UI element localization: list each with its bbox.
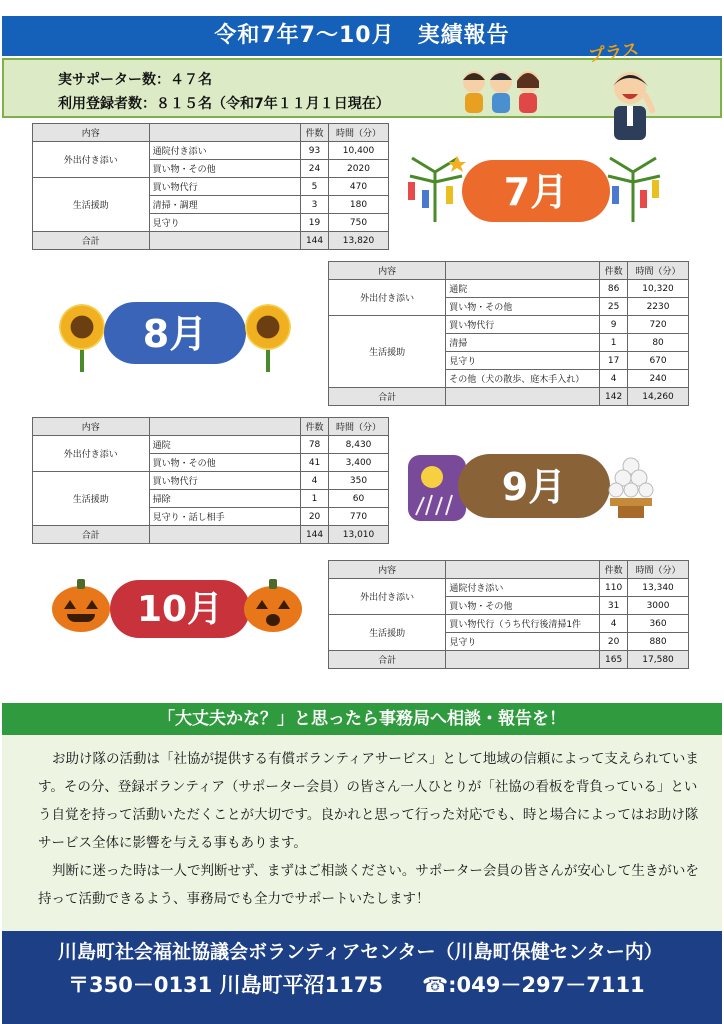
time-cell: 80 (628, 334, 689, 352)
footer-phone: ☎:049－297－7111 (422, 973, 645, 997)
header-time: 時間（分） (628, 262, 689, 280)
pumpkin-left-icon (52, 586, 110, 632)
notice-body (2, 735, 722, 931)
july-badge-label: 7月 (503, 169, 569, 214)
september-table (32, 417, 389, 544)
item-cell: その他（犬の散歩、庭木手入れ） (446, 370, 600, 388)
count-cell: 25 (600, 298, 628, 316)
item-cell: 掃除 (149, 490, 300, 508)
total-time: 14,260 (628, 388, 689, 406)
table-header-row (33, 418, 389, 436)
time-cell: 2020 (329, 160, 389, 178)
header-blank (149, 418, 300, 436)
tanabata-right-icon (600, 152, 666, 222)
total-row (33, 526, 389, 544)
august-badge (104, 302, 246, 364)
time-cell: 750 (329, 214, 389, 232)
table-row (329, 280, 689, 298)
header-content: 内容 (329, 561, 446, 579)
time-cell: 670 (628, 352, 689, 370)
total-row (329, 651, 689, 669)
count-cell: 4 (600, 615, 628, 633)
count-cell: 1 (600, 334, 628, 352)
total-count: 144 (301, 526, 329, 544)
kids-illustration (458, 66, 544, 122)
category-cell: 外出付き添い (329, 280, 446, 316)
item-cell: 買い物代行 (149, 178, 300, 196)
item-cell: 清掃 (446, 334, 600, 352)
category-cell: 生活援助 (33, 178, 150, 232)
category-cell: 外出付き添い (329, 579, 446, 615)
item-cell: 買い物代行 (149, 472, 300, 490)
count-cell: 20 (600, 633, 628, 651)
total-time: 13,820 (329, 232, 389, 250)
count-cell: 86 (600, 280, 628, 298)
total-label: 合計 (329, 651, 446, 669)
total-blank (149, 232, 300, 250)
header-count: 件数 (600, 262, 628, 280)
time-cell: 180 (329, 196, 389, 214)
table-row (33, 436, 389, 454)
table-row (33, 472, 389, 490)
tsukimi-dango-icon (608, 456, 654, 518)
july-badge (462, 160, 610, 222)
count-cell: 3 (301, 196, 329, 214)
time-cell: 3000 (628, 597, 689, 615)
table-row (329, 316, 689, 334)
item-cell: 買い物代行 (446, 316, 600, 334)
total-row (329, 388, 689, 406)
count-cell: 4 (301, 472, 329, 490)
time-cell: 350 (329, 472, 389, 490)
count-cell: 4 (600, 370, 628, 388)
header-blank (149, 124, 300, 142)
header-count: 件数 (301, 418, 329, 436)
time-cell: 60 (329, 490, 389, 508)
item-cell: 見守り (149, 214, 300, 232)
header-count: 件数 (600, 561, 628, 579)
table-header-row (329, 561, 689, 579)
table-row (329, 615, 689, 633)
registered-count: 利用登録者数：８１５名（令和7年１１月１日現在） (58, 96, 390, 112)
item-cell: 買い物・その他 (149, 454, 300, 472)
category-cell: 生活援助 (33, 472, 150, 526)
item-cell: 買い物・その他 (149, 160, 300, 178)
count-cell: 1 (301, 490, 329, 508)
footer (2, 931, 722, 1024)
header-content: 内容 (33, 124, 150, 142)
august-badge-label: 8月 (142, 311, 208, 356)
time-cell: 10,400 (329, 142, 389, 160)
time-cell: 720 (628, 316, 689, 334)
item-cell: 買い物・その他 (446, 597, 600, 615)
time-cell: 2230 (628, 298, 689, 316)
category-cell: 生活援助 (329, 615, 446, 651)
notice-paragraph-1: お助け隊の活動は「社協が提供する有償ボランティアサービス」として地域の信頼によって支えられています。その分、登録ボランティア（サポーター会員）の皆さん一人ひとりが「社協の看板を背負っている」という自覚を持って活動いただくことが大切です。良かれと思って行った対応でも、時と場合によってはお助け隊サービス全体に影響を与える事もあります。 (38, 751, 699, 851)
total-label: 合計 (329, 388, 446, 406)
september-badge (458, 454, 610, 518)
table-row (329, 579, 689, 597)
count-cell: 5 (301, 178, 329, 196)
total-time: 17,580 (628, 651, 689, 669)
tanabata-left-icon (402, 152, 468, 222)
total-count: 144 (301, 232, 329, 250)
total-blank (446, 388, 600, 406)
count-cell: 9 (600, 316, 628, 334)
footer-org: 川島町社会福祉協議会ボランティアセンター（川島町保健センター内） (58, 941, 663, 963)
count-cell: 93 (301, 142, 329, 160)
total-label: 合計 (33, 526, 150, 544)
october-badge-label: 10月 (136, 588, 224, 630)
time-cell: 770 (329, 508, 389, 526)
time-cell: 470 (329, 178, 389, 196)
item-cell: 清掃・調理 (149, 196, 300, 214)
header-time: 時間（分） (628, 561, 689, 579)
category-cell: 外出付き添い (33, 142, 150, 178)
item-cell: 通院付き添い (446, 579, 600, 597)
notice-title: 「大丈夫かな？」と思ったら事務局へ相談・報告を！ (2, 703, 722, 735)
header-time: 時間（分） (329, 418, 389, 436)
count-cell: 17 (600, 352, 628, 370)
plus-badge-text: プラス (587, 39, 640, 67)
category-cell: 生活援助 (329, 316, 446, 388)
total-time: 13,010 (329, 526, 389, 544)
table-header-row (33, 124, 389, 142)
category-cell: 外出付き添い (33, 436, 150, 472)
supporter-count: 実サポーター数：４７名 (58, 72, 212, 88)
count-cell: 20 (301, 508, 329, 526)
count-cell: 24 (301, 160, 329, 178)
september-badge-label: 9月 (501, 464, 567, 509)
pumpkin-right-icon (244, 586, 302, 632)
count-cell: 78 (301, 436, 329, 454)
item-cell: 見守り・話し相手 (149, 508, 300, 526)
total-blank (446, 651, 600, 669)
time-cell: 360 (628, 615, 689, 633)
july-table (32, 123, 389, 250)
item-cell: 見守り (446, 352, 600, 370)
table-row (33, 178, 389, 196)
time-cell: 13,340 (628, 579, 689, 597)
item-cell: 通院 (446, 280, 600, 298)
count-cell: 31 (600, 597, 628, 615)
time-cell: 880 (628, 633, 689, 651)
item-cell: 通院 (149, 436, 300, 454)
october-badge (110, 580, 250, 638)
table-row (33, 142, 389, 160)
item-cell: 買い物代行（うち代行後清掃1件 (446, 615, 600, 633)
time-cell: 10,320 (628, 280, 689, 298)
item-cell: 通院付き添い (149, 142, 300, 160)
total-label: 合計 (33, 232, 150, 250)
header-blank (446, 262, 600, 280)
time-cell: 240 (628, 370, 689, 388)
october-table (328, 560, 689, 669)
august-table (328, 261, 689, 406)
notice-paragraph-2: 判断に迷った時は一人で判断せず、まずはご相談ください。サポーター会員の皆さんが安心して生きがいを持って活動できるよう、事務局でも全力でサポートいたします！ (38, 863, 699, 907)
header-count: 件数 (301, 124, 329, 142)
count-cell: 41 (301, 454, 329, 472)
total-count: 165 (600, 651, 628, 669)
page-title: 令和7年7～10月 実績報告 (2, 16, 722, 56)
item-cell: 見守り (446, 633, 600, 651)
header-blank (446, 561, 600, 579)
header-content: 内容 (33, 418, 150, 436)
staff-illustration (600, 62, 670, 144)
table-header-row (329, 262, 689, 280)
item-cell: 買い物・その他 (446, 298, 600, 316)
count-cell: 19 (301, 214, 329, 232)
count-cell: 110 (600, 579, 628, 597)
footer-address: 〒350－0131 川島町平沼1175 (68, 973, 384, 997)
header-time: 時間（分） (329, 124, 389, 142)
header-content: 内容 (329, 262, 446, 280)
time-cell: 8,430 (329, 436, 389, 454)
total-row (33, 232, 389, 250)
total-count: 142 (600, 388, 628, 406)
time-cell: 3,400 (329, 454, 389, 472)
total-blank (149, 526, 300, 544)
